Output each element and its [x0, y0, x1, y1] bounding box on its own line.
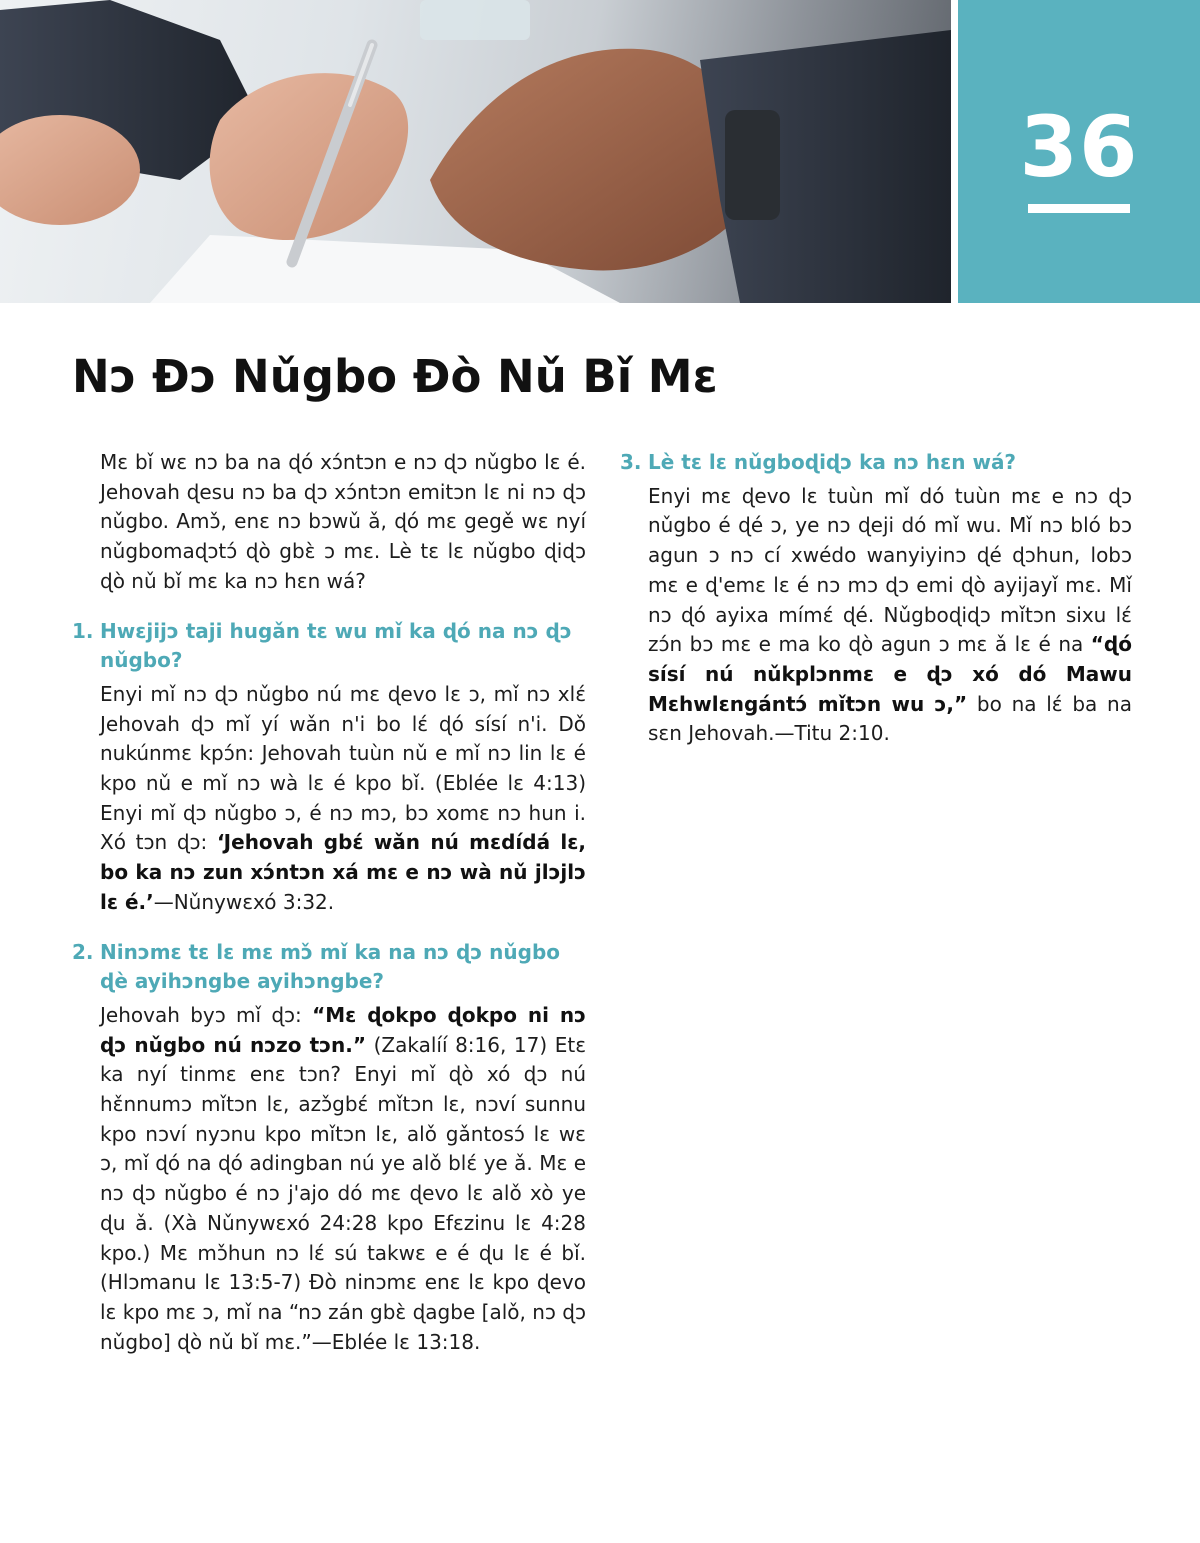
right-column: [620, 448, 1132, 749]
intro-paragraph: Mɛ bǐ wɛ nɔ ba na ɖó xɔ́ntɔn e nɔ ɖɔ nǔgbo lɛ é. Jehovah ɖesu nɔ ba ɖɔ xɔ́ntɔn emitɔn lɛ ni nɔ ɖɔ nǔgbo. Amɔ̌, enɛ nɔ bɔwǔ ǎ, ɖó mɛ gegě wɛ nyí nǔgbomaɖɔtɔ́ ɖò gbɛ̀ ɔ mɛ. Lè tɛ lɛ nǔgbo ɖiɖɔ ɖò nǔ bǐ mɛ ka nɔ hɛn wá?: [100, 450, 586, 593]
question-text: Ninɔmɛ tɛ lɛ mɛ mɔ̌ mǐ ka na nɔ ɖɔ nǔgbo ɖè ayihɔngbe ayihɔngbe?: [100, 939, 560, 994]
scripture-quote: “ɖó sísí nú nǔkplɔnmɛ e ɖɔ xó dó Mawu Mɛhwlɛngántɔ́ mǐtɔn wu ɔ,”: [648, 632, 1132, 716]
left-column: [72, 448, 586, 1357]
watch: [725, 110, 780, 220]
page-title: Nɔ Ɖɔ Nǔgbo Ðò Nǔ Bǐ Mɛ: [72, 350, 718, 403]
lesson-number: 36: [1019, 98, 1139, 196]
answer-text: Enyi mǐ nɔ ɖɔ nǔgbo nú mɛ ɖevo lɛ ɔ, mǐ nɔ xlɛ́ Jehovah ɖɔ mǐ yí wǎn n'i bo lɛ́ ɖó sísí n'i. Dǒ nukúnmɛ kpɔ́n: Jehovah tuùn nǔ e mǐ nɔ lin lɛ é kpo nǔ e mǐ nɔ wà lɛ é kpo bǐ. (Eblée lɛ 4:13) Enyi mǐ ɖɔ nǔgbo ɔ, é nɔ mɔ, bɔ xomɛ nɔ hun i. Xó tɔn ɖɔ:: [100, 681, 586, 855]
handshake-contract-photo: [0, 0, 951, 303]
question-3: [620, 448, 1132, 478]
question-number: 2.: [72, 939, 94, 964]
question-1: [72, 617, 586, 676]
question-2: [72, 938, 586, 997]
scripture-quote: “Mɛ ɖokpo ɖokpo ni nɔ ɖɔ nǔgbo nú nɔzo tɔn.”: [100, 1002, 586, 1057]
lesson-number-box: [958, 0, 1200, 303]
lesson-number-underline: [1028, 204, 1130, 213]
answer-text: Jehovah byɔ mǐ ɖɔ:: [100, 1002, 313, 1027]
scripture-reference: —Nǔnywɛxó 3:32.: [153, 889, 335, 914]
glass: [420, 0, 530, 40]
question-number: 1.: [72, 618, 94, 643]
question-number: 3.: [620, 450, 642, 474]
answer-text: Enyi mɛ ɖevo lɛ tuùn mǐ dó tuùn mɛ e nɔ ɖɔ nǔgbo é ɖé ɔ, ye nɔ ɖeji dó mǐ wu. Mǐ nɔ bló bɔ agun ɔ nɔ cí xwédo wanyiyinɔ ɖé ɖɔhun, lobɔ mɛ e ɖ'emɛ lɛ é nɔ mɔ ɖɔ emi ɖò ayijayǐ mɛ. Mǐ nɔ ɖó ayixa mímɛ́ ɖé. Nǔgboɖiɖɔ mǐtɔn sixu lɛ́ zɔ́n bɔ mɛ e ma ko ɖò agun ɔ mɛ ǎ lɛ é na: [648, 483, 1132, 657]
answer-3: [620, 482, 1132, 749]
answer-text-continued: (Zakalíí 8:16, 17) Etɛ ka nyí tinmɛ enɛ tɔn? Enyi mǐ ɖò xó ɖɔ nú hɛ̌nnumɔ mǐtɔn lɛ, azɔ̌gbɛ́ mǐtɔn lɛ, nɔví sunnu kpo nɔví nyɔnu kpo mǐtɔn lɛ, alǒ gǎntosɔ́ lɛ wɛ ɔ, mǐ ɖó na ɖó adingban nú ye alǒ blɛ́ ye ǎ. Mɛ e nɔ ɖɔ nǔgbo é nɔ j'ajo dó mɛ ɖevo lɛ alǒ xò ye ɖu ǎ. (Xà Nǔnywɛxó 24:28 kpo Efɛzinu lɛ 4:28 kpo.) Mɛ mɔ̌hun nɔ lɛ́ sú takwɛ e é ɖu lɛ é bǐ. (Hlɔmanu lɛ 13:5-7) Ðò ninɔmɛ enɛ lɛ kpo ɖevo lɛ kpo mɛ ɔ, mǐ na “nɔ zán gbɛ̀ ɖagbe [alǒ, nɔ ɖɔ nǔgbo] ɖò nǔ bǐ mɛ.”—Eblée lɛ 13:18.: [100, 1032, 586, 1354]
answer-text-continued: bo na lɛ́ ba na sɛn Jehovah.—Titu 2:10.: [648, 691, 1132, 746]
question-text: Lè tɛ lɛ nǔgboɖiɖɔ ka nɔ hɛn wá?: [648, 450, 1017, 474]
scripture-quote: ‘Jehovah gbɛ́ wǎn nú mɛdídá lɛ, bo ka nɔ zun xɔ́ntɔn xá mɛ e nɔ wà nǔ jlɔjlɔ lɛ é.’: [100, 830, 586, 914]
header-photo: [0, 0, 951, 303]
answer-2: [72, 1001, 586, 1357]
answer-1: [72, 680, 586, 918]
question-text: Hwɛjijɔ taji hugǎn tɛ wu mǐ ka ɖó na nɔ ɖɔ nǔgbo?: [100, 618, 572, 673]
